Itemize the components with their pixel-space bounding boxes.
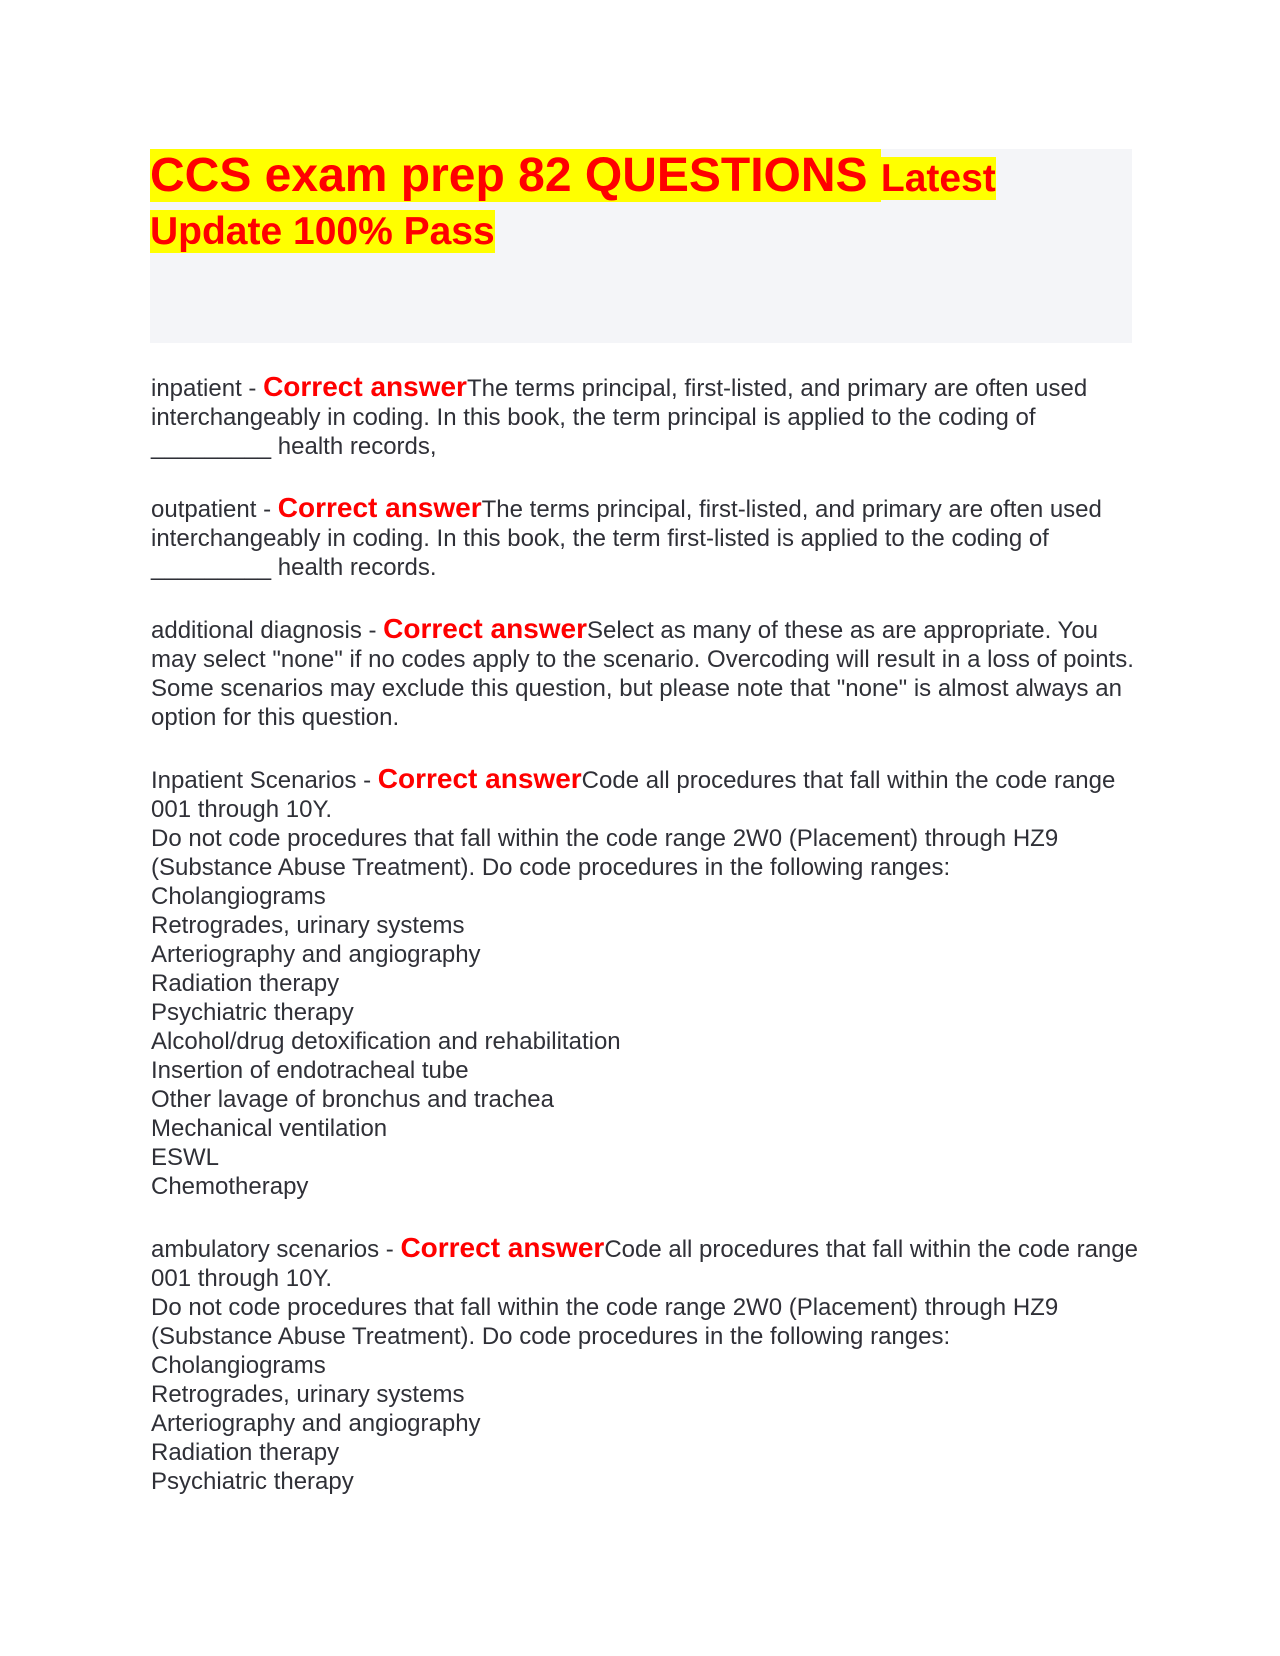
qa-answer-line: Retrogrades, urinary systems (151, 1381, 465, 1408)
qa-answer-line: Arteriography and angiography (151, 941, 481, 968)
qa-answer-line: Cholangiograms (151, 883, 326, 910)
document-title (150, 150, 1110, 259)
qa-answer-text: Select as many of these as are appropriate. You may select "none" if no codes apply to the scenario. Overcoding will result in a loss of points. Some scenarios may exclude this question, but please note that "none" is almost always an option for this question. (151, 617, 1134, 731)
qa-item (151, 614, 1141, 732)
qa-term: Inpatient Scenarios - (151, 767, 378, 794)
qa-item (151, 764, 1141, 1201)
correct-answer-label: Correct answer (377, 763, 582, 794)
qa-answer-line: Arteriography and angiography (151, 1410, 481, 1437)
qa-answer-line: ESWL (151, 1144, 220, 1171)
qa-answer-line: Radiation therapy (151, 970, 340, 997)
qa-answer-line: Retrogrades, urinary systems (151, 912, 465, 939)
qa-answer-line: Chemotherapy (151, 1173, 309, 1200)
qa-answer-line: Alcohol/drug detoxification and rehabilitation (151, 1028, 621, 1055)
qa-answer-line: Insertion of endotracheal tube (151, 1057, 469, 1084)
qa-answer-line: Mechanical ventilation (151, 1115, 388, 1142)
qa-answer-text: The terms principal, first-listed, and primary are often used interchangeably in coding. In this book, the term principal is applied to the coding of _________ health records, (151, 375, 1088, 460)
qa-answer-line: Do not code procedures that fall within the code range 2W0 (Placement) through HZ9 (Substance Abuse Treatment). Do code procedures in the following ranges: (151, 1294, 1059, 1350)
qa-answer-line: Other lavage of bronchus and trachea (151, 1086, 554, 1113)
qa-item (151, 372, 1141, 461)
qa-answer-text: Code all procedures that fall within the code range 001 through 10Y. (151, 1236, 1138, 1292)
title-main: CCS exam prep 82 QUESTIONS (150, 149, 881, 202)
title-secondary: Latest Update 100% Pass (150, 157, 996, 253)
qa-answer-line: Cholangiograms (151, 1352, 326, 1379)
correct-answer-label: Correct answer (400, 1232, 605, 1263)
qa-answer-text: Code all procedures that fall within the code range 001 through 10Y. (151, 767, 1116, 823)
qa-answer-line: Radiation therapy (151, 1439, 340, 1466)
qa-term: additional diagnosis - (151, 617, 384, 644)
correct-answer-label: Correct answer (383, 613, 588, 644)
qa-item (151, 1233, 1141, 1496)
qa-answer-line: Do not code procedures that fall within the code range 2W0 (Placement) through HZ9 (Substance Abuse Treatment). Do code procedures in the following ranges: (151, 825, 1059, 881)
qa-term: inpatient - (151, 375, 264, 402)
qa-term: outpatient - (151, 496, 278, 523)
qa-term: ambulatory scenarios - (151, 1236, 401, 1263)
qa-list (151, 372, 1141, 1528)
qa-answer-text: The terms principal, first-listed, and primary are often used interchangeably in coding. In this book, the term first-listed is applied to the coding of _________ health records. (151, 496, 1102, 581)
correct-answer-label: Correct answer (277, 492, 482, 523)
correct-answer-label: Correct answer (263, 371, 467, 402)
qa-item (151, 493, 1141, 582)
qa-answer-line: Psychiatric therapy (151, 1468, 354, 1495)
qa-answer-line: Psychiatric therapy (151, 999, 354, 1026)
